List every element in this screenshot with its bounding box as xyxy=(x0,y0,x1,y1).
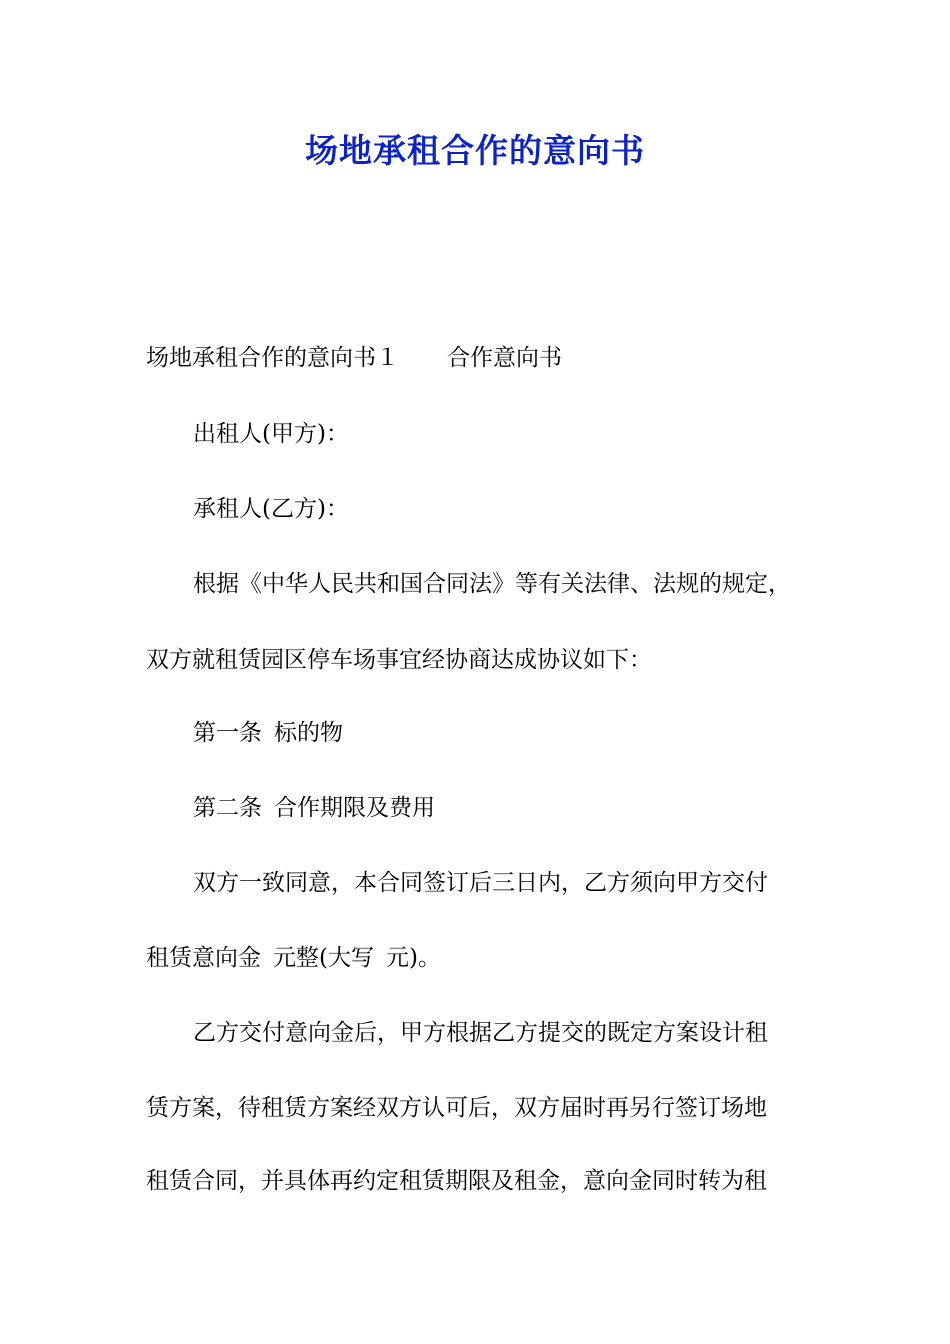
article-1-number: 第一条 xyxy=(193,720,262,746)
deposit-amount-close: 元)。 xyxy=(385,945,441,971)
plan-paragraph-line-2: 赁方案，待租赁方案经双方认可后，双方届时再另行签订场地 xyxy=(146,1095,767,1121)
basis-paragraph-line-2: 双方就租赁园区停车场事宜经协商达成协议如下： xyxy=(146,647,652,673)
lessor-line: 出租人(甲方)： xyxy=(193,421,349,447)
document-title: 场地承租合作的意向书 xyxy=(305,131,645,170)
lessee-line: 承租人(乙方)： xyxy=(193,496,349,522)
section-heading xyxy=(146,341,826,375)
plan-paragraph-line-1: 乙方交付意向金后，甲方根据乙方提交的既定方案设计租 xyxy=(193,1020,768,1046)
plan-paragraph-line-3: 租赁合同，并具体再约定租赁期限及租金，意向金同时转为租 xyxy=(146,1168,767,1194)
article-2-line xyxy=(193,791,873,825)
deposit-paragraph-line-2 xyxy=(146,941,826,975)
deposit-paragraph-line-1: 双方一致同意，本合同签订后三日内，乙方须向甲方交付 xyxy=(193,870,768,896)
section-heading-right: 合作意向书 xyxy=(447,345,562,371)
article-2-number: 第二条 xyxy=(193,795,262,821)
deposit-amount-text: 元整(大写 xyxy=(273,945,374,971)
article-1-line xyxy=(193,716,873,750)
article-1-title: 标的物 xyxy=(274,720,343,746)
basis-paragraph-line-1: 根据《中华人民共和国合同法》等有关法律、法规的规定， xyxy=(193,571,791,597)
deposit-label: 租赁意向金 xyxy=(146,945,261,971)
section-heading-left: 场地承租合作的意向书１ xyxy=(146,345,399,371)
article-2-title: 合作期限及费用 xyxy=(274,795,435,821)
